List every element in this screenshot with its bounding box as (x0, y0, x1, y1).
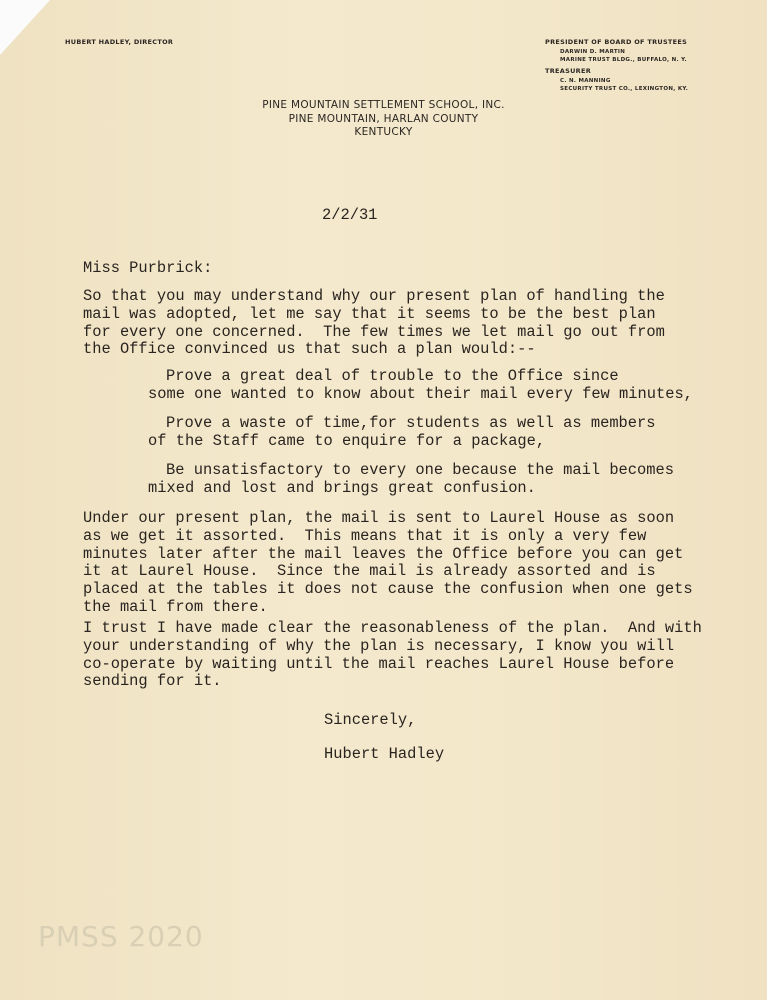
org-name: PINE MOUNTAIN SETTLEMENT SCHOOL, INC. (262, 99, 505, 111)
treasurer-name: C. N. MANNING (560, 78, 611, 84)
para1-line: for every one concerned. The few times we let mail go out from (83, 322, 665, 341)
para3-line: sending for it. (83, 672, 222, 691)
closing: Sincerely, (324, 711, 417, 729)
letter-date: 2/2/31 (322, 206, 378, 224)
watermark: PMSS 2020 (38, 920, 204, 953)
point1-line: Prove a great deal of trouble to the Office since (166, 367, 619, 385)
salutation: Miss Purbrick: (83, 259, 213, 277)
para2-line: placed at the tables it does not cause the confusion when one gets (83, 580, 693, 599)
president-address: MARINE TRUST BLDG., BUFFALO, N. Y. (560, 57, 687, 63)
para3-line: I trust I have made clear the reasonableness of the plan. And with (83, 619, 702, 637)
president-name: DARWIN D. MARTIN (560, 49, 626, 55)
para2-line: minutes later after the mail leaves the Office before you can get (83, 544, 684, 563)
point3-line: Be unsatisfactory to every one because the mail becomes (166, 461, 674, 479)
org-state: KENTUCKY (354, 126, 413, 138)
point2-line: Prove a waste of time,for students as well as members (166, 414, 656, 432)
point1-line: some one wanted to know about their mail every few minutes, (148, 384, 693, 403)
treasurer-address: SECURITY TRUST CO., LEXINGTON, KY. (560, 86, 689, 92)
para1-line: mail was adopted, let me say that it seems to be the best plan (83, 304, 656, 323)
para1-line: So that you may understand why our present plan of handling the (83, 287, 665, 305)
para2-line: the mail from there. (83, 598, 268, 616)
para2-line: it at Laurel House. Since the mail is already assorted and is (83, 562, 656, 581)
para3-line: your understanding of why the plan is necessary, I know you will (83, 636, 675, 655)
director-line: HUBERT HADLEY, DIRECTOR (65, 38, 174, 46)
folded-corner (0, 0, 50, 55)
para2-line: Under our present plan, the mail is sent to Laurel House as soon (83, 509, 675, 527)
para1-line: the Office convinced us that such a plan would:-- (83, 340, 536, 359)
point2-line: of the Staff came to enquire for a package, (148, 431, 546, 450)
para2-line: as we get it assorted. This means that it is only a very few (83, 526, 647, 545)
org-location: PINE MOUNTAIN, HARLAN COUNTY (288, 113, 479, 125)
president-title: PRESIDENT OF BOARD OF TRUSTEES (545, 38, 688, 46)
point3-line: mixed and lost and brings great confusion. (148, 478, 536, 497)
treasurer-title: TREASURER (545, 67, 592, 75)
signature: Hubert Hadley (324, 745, 445, 763)
para3-line: co-operate by waiting until the mail reaches Laurel House before (83, 654, 675, 673)
